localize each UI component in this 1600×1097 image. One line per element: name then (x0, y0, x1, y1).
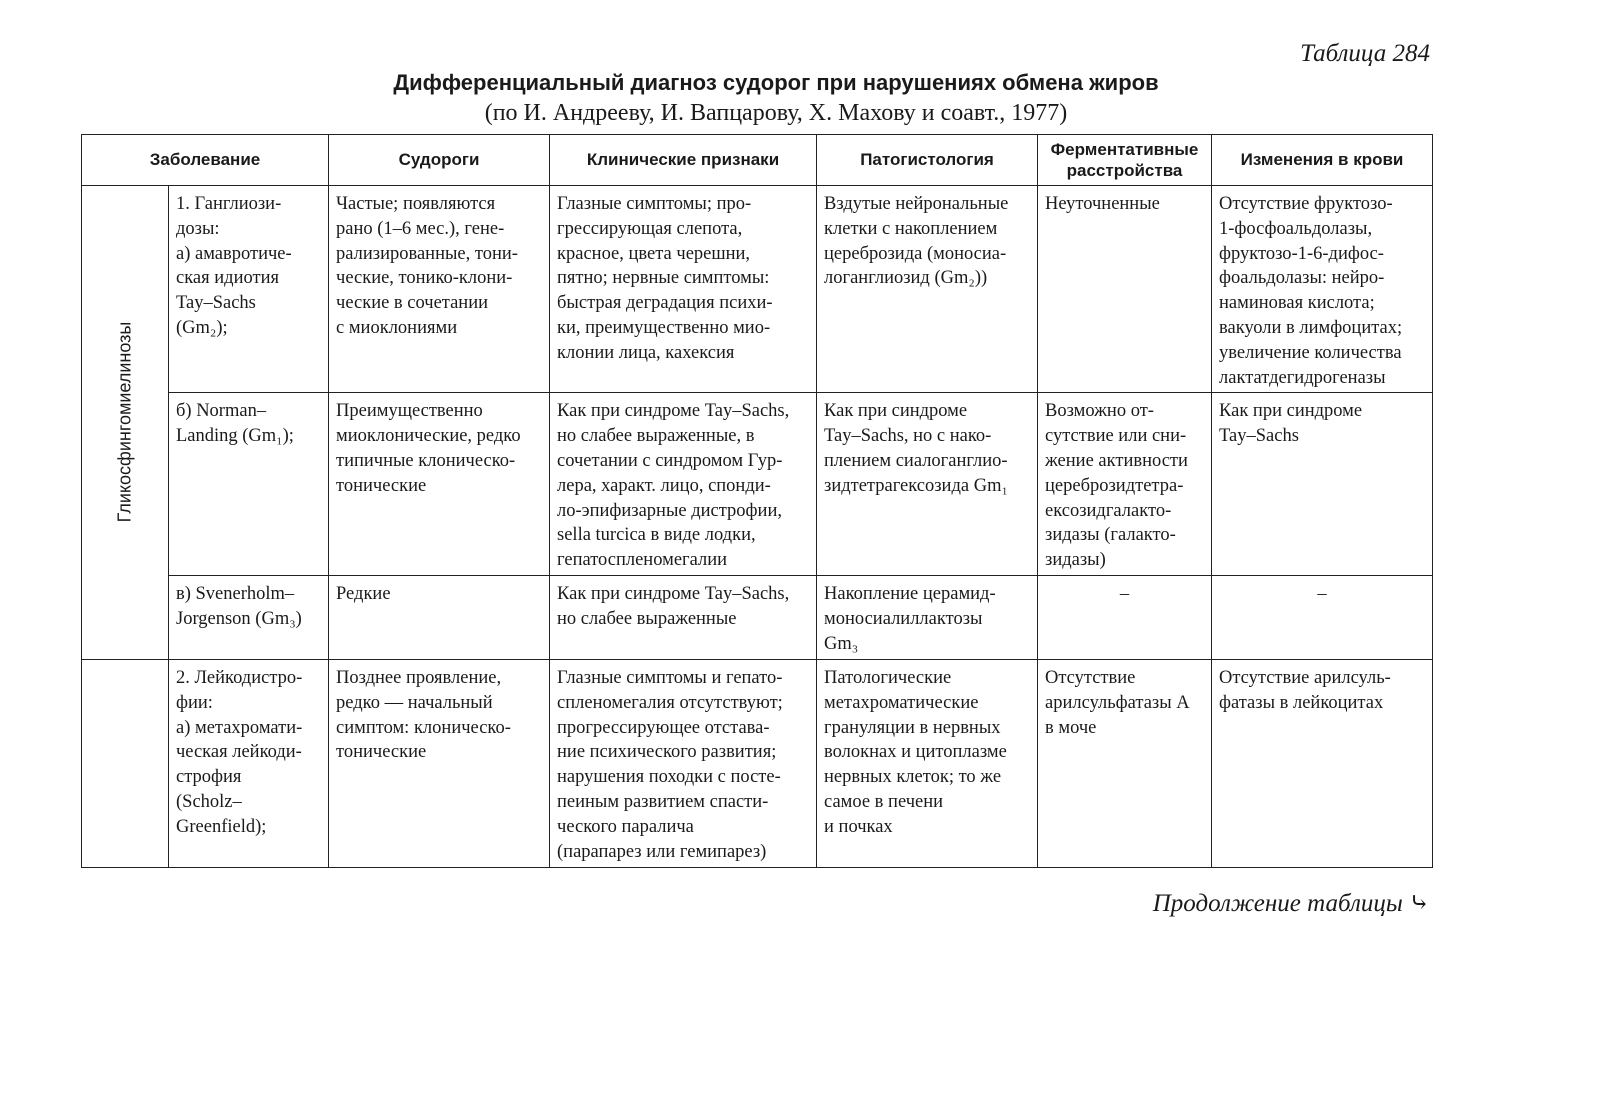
cell-pathohistology (817, 393, 1038, 576)
cell-clinical (550, 393, 817, 576)
cell-blood-text: Как при синдроме Tay–Sachs (1219, 401, 1363, 447)
header-blood: Изменения в крови (1212, 135, 1433, 186)
cell-enzymatic (1038, 575, 1212, 659)
cell-blood (1212, 575, 1433, 659)
cell-enzymatic-text: Возможно от- сутствие или сни- жение активности цереброзидтетра- ексозидгалакто- зидазы (галакто- зидазы) (1045, 401, 1188, 571)
table-row (82, 659, 1433, 867)
cell-disease-text: в) Svenerholm– Jorgenson (Gm₃) (176, 583, 302, 629)
cell-clinical-text: Как при синдроме Tay–Sachs, но слабее выраженные (557, 583, 790, 629)
cell-seizures-text: Преимущественно миоклонические, редко типичные клоническо- тонические (336, 401, 521, 496)
cell-blood (1212, 393, 1433, 576)
cell-pathohistology-text: Вздутые нейрональные клетки с накоплением цереброзида (моносиа- логанглиозид (Gm₂)) (824, 194, 1009, 289)
cell-enzymatic (1038, 393, 1212, 576)
cell-seizures-text: Позднее проявление, редко — начальный симптом: клоническо- тонические (336, 667, 511, 763)
cell-seizures (329, 575, 550, 659)
cell-pathohistology (817, 659, 1038, 867)
cell-enzymatic-text: – (1119, 583, 1130, 604)
table-title: Дифференциальный диагноз судорог при нарушениях обмена жиров (393, 70, 1159, 95)
table-subtitle: (по И. Андрееву, И. Вапцарову, Х. Махову и соавт., 1977) (484, 100, 1068, 126)
cell-disease-text: б) Norman– Landing (Gm₁); (176, 401, 294, 447)
cell-blood (1212, 186, 1433, 393)
cell-seizures (329, 186, 550, 393)
cell-clinical (550, 659, 817, 867)
cell-pathohistology-text: Патологические метахроматические грануляции в нервных волокнах и цитоплазме нервных клеток; то же самое в печени и почках (824, 667, 1007, 837)
header-seizures: Судороги (329, 135, 550, 186)
cell-clinical-text: Как при синдроме Tay–Sachs, но слабее выраженные, в сочетании с синдромом Гур- лера, характ. лицо, спонди- ло-эпифизарные дистрофии, sella turcica в виде лодки, гепатоспленомегалии (557, 401, 790, 571)
table-row (82, 575, 1433, 659)
table-row (82, 393, 1433, 576)
cell-pathohistology (817, 186, 1038, 393)
cell-pathohistology (817, 575, 1038, 659)
cell-disease (169, 659, 329, 867)
cell-seizures (329, 393, 550, 576)
cell-disease (169, 186, 329, 393)
header-enzymatic: Ферментативные расстройства (1038, 135, 1212, 186)
cell-disease (169, 393, 329, 576)
cell-blood-text: Отсутствие арилсуль- фатазы в лейкоцитах (1219, 667, 1391, 713)
cell-disease (169, 575, 329, 659)
cell-disease-text: 1. Ганглиози- дозы: а) амавротиче- ская идиотия Tay–Sachs (Gm₂); (176, 194, 292, 338)
table-row (82, 186, 1433, 393)
cell-enzymatic (1038, 659, 1212, 867)
cell-pathohistology-text: Как при синдроме Tay–Sachs, но с нако- плением сиалоганглио- зидтетрагексозида Gm₁ (824, 401, 1008, 496)
cell-enzymatic-text: Неуточненные (1045, 194, 1160, 214)
cell-enzymatic (1038, 186, 1212, 393)
cell-enzymatic-text: Отсутствие арилсульфатазы А в моче (1045, 667, 1190, 738)
cell-clinical-text: Глазные симптомы; про- грессирующая слепота, красное, цвета черешни, пятно; нервные симптомы: быстрая деградация психи- ки, преимущественно мио- клонии лица, кахексия (557, 194, 773, 363)
cell-pathohistology-text: Накопление церамид- моносиалиллактозы Gm₃ (824, 583, 996, 654)
cell-clinical (550, 186, 817, 393)
group-cell (82, 186, 169, 660)
group-label: Гликосфингомиелинозы (114, 322, 135, 523)
cell-seizures-text: Частые; появляются рано (1–6 мес.), гене- рализированные, тони- ческие, тонико-клони- ческие в сочетании с миоклониями (336, 194, 518, 338)
header-row (82, 135, 1433, 186)
header-pathohistology: Патогистология (817, 135, 1038, 186)
cell-blood-text: – (1317, 583, 1327, 604)
cell-disease-text: 2. Лейкодистро- фии: а) метахромати- ческая лейкоди- строфия (Scholz– Greenfield); (176, 667, 303, 837)
continuation-note: Продолжение таблицы ⤷ (1152, 890, 1430, 917)
cell-blood-text: Отсутствие фруктозо- 1-фосфоальдолазы, фруктозо-1-6-дифос- фоальдолазы: нейро- наминовая кислота; вакуоли в лимфоцитах; увеличение количества лактатдегидрогеназы (1219, 194, 1403, 388)
cell-blood (1212, 659, 1433, 867)
cell-clinical (550, 575, 817, 659)
table-number: Таблица 284 (1300, 40, 1430, 67)
group-cell-empty (82, 659, 169, 867)
cell-clinical-text: Глазные симптомы и гепато- спленомегалия отсутствуют; прогрессирующее отстава- ние психического развития; нарушения походки с посте- пеиным развитием спасти- ческого паралича (парапарез или гемипарез) (557, 667, 783, 862)
diagnosis-table (81, 134, 1433, 868)
header-clinical: Клинические признаки (550, 135, 817, 186)
cell-seizures (329, 659, 550, 867)
header-disease: Заболевание (82, 135, 329, 186)
cell-seizures-text: Редкие (336, 583, 391, 604)
